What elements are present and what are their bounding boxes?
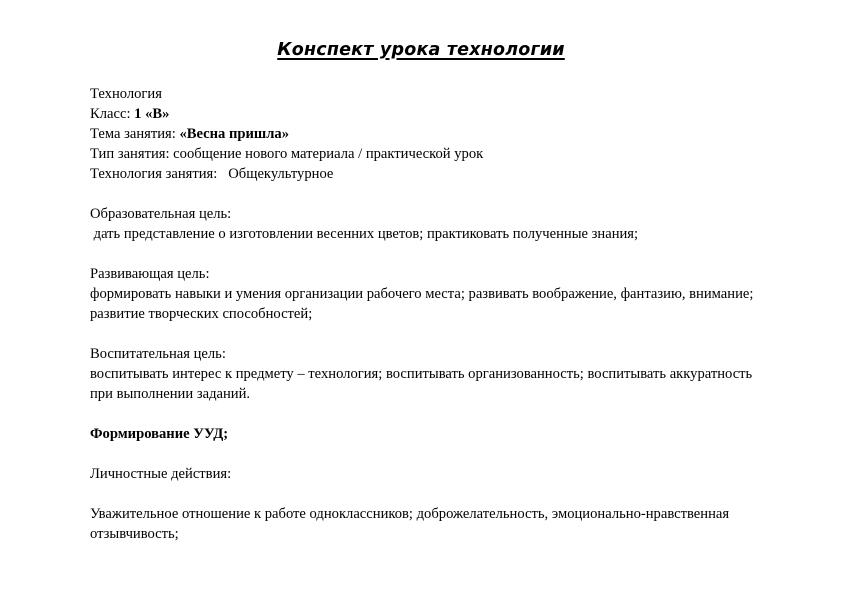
topic-value: «Весна пришла» — [179, 126, 290, 142]
spacer — [90, 444, 770, 464]
developmental-goal-heading: Развивающая цель: — [90, 266, 210, 282]
developmental-goal-text: формировать навыки и умения организации рабочего места; развивать воображение, фантазию, внимание; развитие творческих способностей; — [90, 286, 758, 322]
page-title — [0, 40, 842, 60]
lesson-type-line: Тип занятия: сообщение нового материала / практической урок — [90, 146, 484, 162]
personal-actions-text: Уважительное отношение к работе одноклассников; доброжелательность, эмоционально-нравственная отзывчивость; — [90, 506, 733, 542]
lesson-technology-line: Технология занятия: Общекультурное — [90, 166, 334, 182]
educational-goal-heading: Образовательная цель: — [90, 206, 232, 222]
spacer — [90, 244, 770, 264]
upbringing-goal-heading: Воспитательная цель: — [90, 346, 226, 362]
upbringing-goal-text: воспитывать интерес к предмету – технология; воспитывать организованность; воспитывать аккуратность при выполнении заданий. — [90, 366, 756, 402]
spacer — [90, 324, 770, 344]
spacer — [90, 404, 770, 424]
page-title-text: Конспект урока технологии — [277, 40, 565, 60]
uud-heading: Формирование УУД; — [90, 426, 229, 442]
educational-goal-text: дать представление о изготовлении весенних цветов; практиковать полученные знания; — [90, 226, 639, 242]
class-line — [90, 104, 770, 124]
topic-label: Тема занятия: — [90, 126, 180, 142]
personal-actions-heading: Личностные действия: — [90, 466, 232, 482]
topic-line — [90, 124, 770, 144]
document-body — [90, 84, 770, 544]
spacer — [90, 484, 770, 504]
spacer — [90, 184, 770, 204]
subject-line: Технология — [90, 86, 162, 102]
class-label: Класс: — [90, 106, 131, 122]
class-value: 1 «В» — [130, 106, 170, 122]
